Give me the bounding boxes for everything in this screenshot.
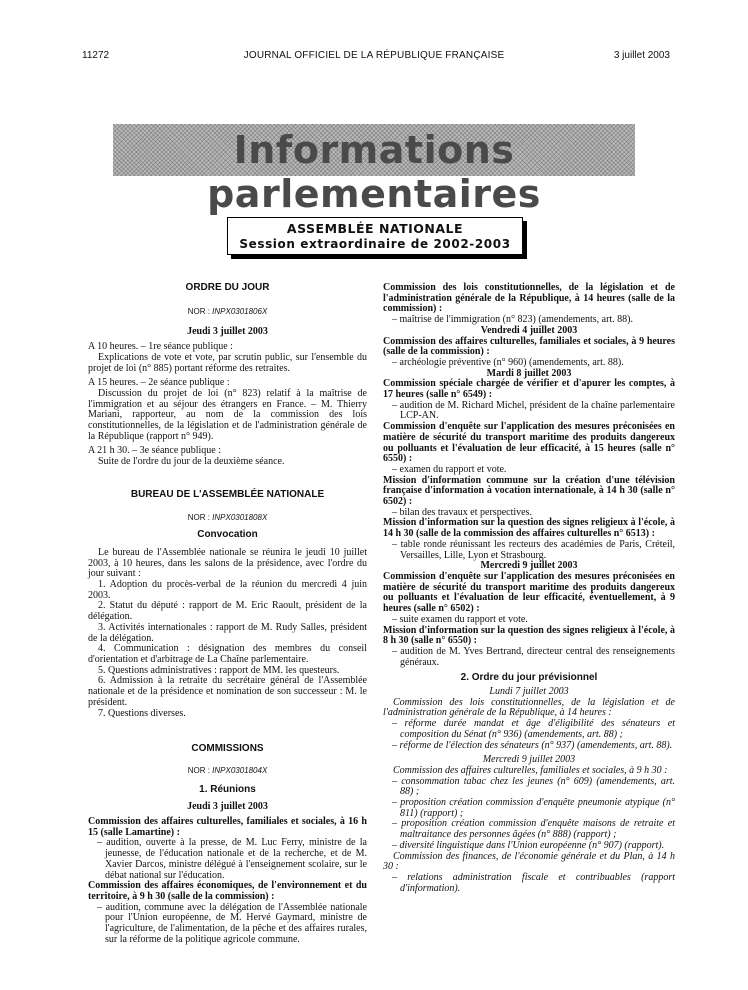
prev-item: – consommation tabac chez les jeunes (n° 609) (amendements, art. 88) ;: [392, 775, 675, 798]
ordre-session-2: A 15 heures. – 2e séance publique :: [88, 377, 230, 389]
commission-lois-heading: Commission des lois constitutionnelles, de la législation et de l'administration générale de la République, à 14 heures (salle de la commission) :: [383, 282, 675, 315]
reunions-heading: 1. Réunions: [199, 783, 256, 795]
page-header: [0, 50, 748, 64]
mission-signes-heading-2: Mission d'information sur la question des signes religieux à l'école, à 8 h 30 (salle n° 6550) :: [383, 624, 675, 647]
right-column: [383, 283, 675, 894]
prev-item: – réforme durée mandat et âge d'éligibilité des sénateurs et composition du Sénat (n° 936) (amendements, art. 88) ;: [392, 718, 675, 740]
assembly-name: ASSEMBLÉE NATIONALE: [286, 221, 464, 236]
prev-commission-lois-heading: Commission des lois constitutionnelles, de la législation et de l'administration générale de la République, à 14 heures :: [383, 696, 675, 719]
day-mercredi-9: Mercredi 9 juillet 2003: [480, 560, 578, 572]
section-banner: [113, 124, 635, 216]
commission-culturelles-heading: Commission des affaires culturelles, familiales et sociales, à 16 h 15 (salle Lamartine) :: [88, 816, 367, 838]
ordre-previsionnel-heading: 2. Ordre du jour prévisionnel: [460, 672, 598, 684]
commissions-heading: COMMISSIONS: [191, 743, 264, 755]
mission-television-heading: Mission d'information commune sur la création d'une télévision française d'information à vocation internationale, à 14 h 30 (salle n° 6502) :: [383, 474, 675, 508]
convocation-list: [88, 580, 367, 719]
prev-item: – proposition création commission d'enquête maisons de retraite et maltraitance des personnes âgées (n° 888) (rapport) ;: [392, 818, 675, 841]
prev-commission-culturelles-heading: Commission des affaires culturelles, familiales et sociales, à 9 h 30 :: [393, 764, 668, 776]
journal-title: JOURNAL OFFICIEL DE LA RÉPUBLIQUE FRANÇAISE: [243, 50, 505, 61]
bureau-heading: BUREAU DE L'ASSEMBLÉE NATIONALE: [130, 488, 325, 500]
day-lundi-7: Lundi 7 juillet 2003: [489, 686, 569, 698]
convocation-intro: Le bureau de l'Assemblée nationale se réunira le jeudi 10 juillet 2003, à 10 heures, dans les salons de la présidence, avec l'ordre du jour suivant :: [88, 546, 367, 580]
nor-label: NOR :: [187, 306, 213, 316]
commission-culturelles-heading: Commission des affaires culturelles, familiales et sociales, à 9 heures (salle de la commission) :: [383, 335, 675, 358]
nor-code: INPX0301804X: [212, 765, 268, 775]
convocation-heading: Convocation: [197, 529, 258, 541]
commission-speciale-heading: Commission spéciale chargée de vérifier et d'apurer les comptes, à 17 heures (salle n° 6549) :: [383, 378, 675, 401]
left-column: [88, 283, 367, 945]
commission-enquete-heading: Commission d'enquête sur l'application des mesures préconisées en matière de sécurité du transport maritime des produits dangereux ou polluants et l'évaluation de leur efficacité, à 15 heures (salle n° 6550) :: [383, 421, 675, 465]
day-mercredi-9-prev: Mercredi 9 juillet 2003: [482, 754, 576, 766]
mission-signes-item: – table ronde réunissant les recteurs des académies de Paris, Créteil, Versailles, Lille, Lyon et Strasbourg.: [392, 538, 675, 561]
ordre-text-3: Suite de l'ordre du jour de la deuxième séance.: [98, 456, 285, 468]
prev-item: – réforme de l'élection des sénateurs (n° 937) (amendements, art. 88).: [392, 739, 673, 751]
ordre-session-1: A 10 heures. – 1re séance publique :: [88, 341, 233, 353]
day-mardi-8: Mardi 8 juillet 2003: [486, 367, 572, 379]
banner-title: Informations parlementaires: [207, 128, 541, 216]
reunions-day: Jeudi 3 juillet 2003: [187, 801, 268, 813]
assembly-title-box: [227, 217, 523, 255]
session-name: Session extraordinaire de 2002-2003: [239, 237, 511, 251]
page-number: 11272: [82, 50, 110, 61]
commission-enquete-heading-2: Commission d'enquête sur l'application des mesures préconisées en matière de sécurité du transport maritime des produits dangereux ou polluants et l'évaluation de leur efficacité, éventuellement, à 9 heures (salle n° 6502) :: [383, 570, 675, 615]
ordre-nor: [88, 307, 367, 318]
convocation-item: 1. Adoption du procès-verbal de la réunion du mercredi 4 juin 2003.: [88, 579, 367, 601]
ordre-text-1: Explications de vote et vote, par scrutin public, sur l'ensemble du projet de loi (n° 885) portant réforme des retraites.: [88, 351, 367, 374]
convocation-item: 4. Communication : désignation des membres du conseil d'orientation et d'arbitrage de La Chaîne parlementaire.: [88, 643, 367, 665]
commission-economiques-item: – audition, commune avec la délégation de l'Assemblée nationale pour l'Union européenne, de M. Hervé Gaymard, ministre de l'agriculture, de l'alimentation, de la pêche et des affaires rurales, sur la réforme de la politique agricole commune.: [97, 901, 367, 945]
mission-signes-heading: Mission d'information sur la question des signes religieux à l'école, à 14 h 30 (salle de la commission des affaires culturelles n° 6513) :: [383, 517, 675, 540]
convocation-item: 3. Activités internationales : rapport de M. Rudy Salles, président de la délégation.: [88, 621, 367, 644]
nor-label: NOR :: [187, 765, 213, 775]
ordre-du-jour-heading: ORDRE DU JOUR: [185, 282, 270, 293]
commission-culturelles-item: – archéologie préventive (n° 960) (amendements, art. 88).: [392, 356, 624, 368]
convocation-item: 6. Admission à la retraite du secrétaire général de l'Assemblée nationale et de la présidence et nomination de son successeur : M. le président.: [88, 675, 367, 708]
commission-enquete-item-2: – suite examen du rapport et vote.: [392, 613, 528, 625]
issue-date: 3 juillet 2003: [613, 50, 670, 61]
commission-culturelles-item: – audition, ouverte à la presse, de M. Luc Ferry, ministre de la jeunesse, de l'éducation nationale et de la recherche, et de M. Xavier Darcos, ministre délégué à l'enseignement scolaire, sur le débat national sur l'éducation.: [97, 837, 367, 881]
commissions-nor: [88, 766, 367, 777]
prev-item: – proposition création commission d'enquête pneumonie atypique (n° 811) (rapport) ;: [392, 797, 675, 819]
nor-label: NOR :: [187, 512, 213, 522]
prev-commission-lois-list: [383, 719, 675, 751]
mission-signes-item-2: – audition de M. Yves Bertrand, directeur central des renseignements généraux.: [392, 645, 675, 668]
convocation-item: 2. Statut du député : rapport de M. Eric Raoult, président de la délégation.: [88, 600, 367, 623]
commission-enquete-item: – examen du rapport et vote.: [392, 463, 507, 475]
prev-commission-finances-item: – relations administration fiscale et contribuables (rapport d'information).: [392, 871, 675, 894]
commission-economiques-heading: Commission des affaires économiques, de l'environnement et du territoire, à 9 h 30 (salle de la commission) :: [88, 880, 367, 902]
convocation-item: 7. Questions diverses.: [98, 707, 186, 719]
prev-commission-culturelles-list: [383, 777, 675, 852]
prev-commission-finances-heading: Commission des finances, de l'économie générale et du Plan, à 14 h 30 :: [383, 850, 675, 873]
bureau-nor: [88, 513, 367, 524]
mission-television-item: – bilan des travaux et perspectives.: [392, 506, 532, 518]
nor-code: INPX0301806X: [212, 306, 268, 316]
convocation-item: 5. Questions administratives : rapport de MM. les questeurs.: [98, 664, 340, 676]
ordre-day: Jeudi 3 juillet 2003: [187, 326, 268, 338]
commission-speciale-item: – audition de M. Richard Michel, président de la chaîne parlementaire LCP-AN.: [392, 399, 675, 422]
day-vendredi-4: Vendredi 4 juillet 2003: [480, 324, 578, 336]
ordre-text-2: Discussion du projet de loi (n° 823) relatif à la maîtrise de l'immigration et au séjour des étrangers en France. – M. Thierry Mariani, rapporteur, au nom de la commission des lois constitutionnelles, de la législation et de l'administration générale de la République (rapport n° 949).: [88, 387, 367, 442]
commission-lois-item: – maîtrise de l'immigration (n° 823) (amendements, art. 88).: [392, 314, 634, 326]
prev-item: – diversité linguistique dans l'Union européenne (n° 907) (rapport).: [392, 839, 665, 851]
nor-code: INPX0301808X: [212, 512, 268, 522]
ordre-session-3: A 21 h 30. – 3e séance publique :: [88, 445, 222, 457]
